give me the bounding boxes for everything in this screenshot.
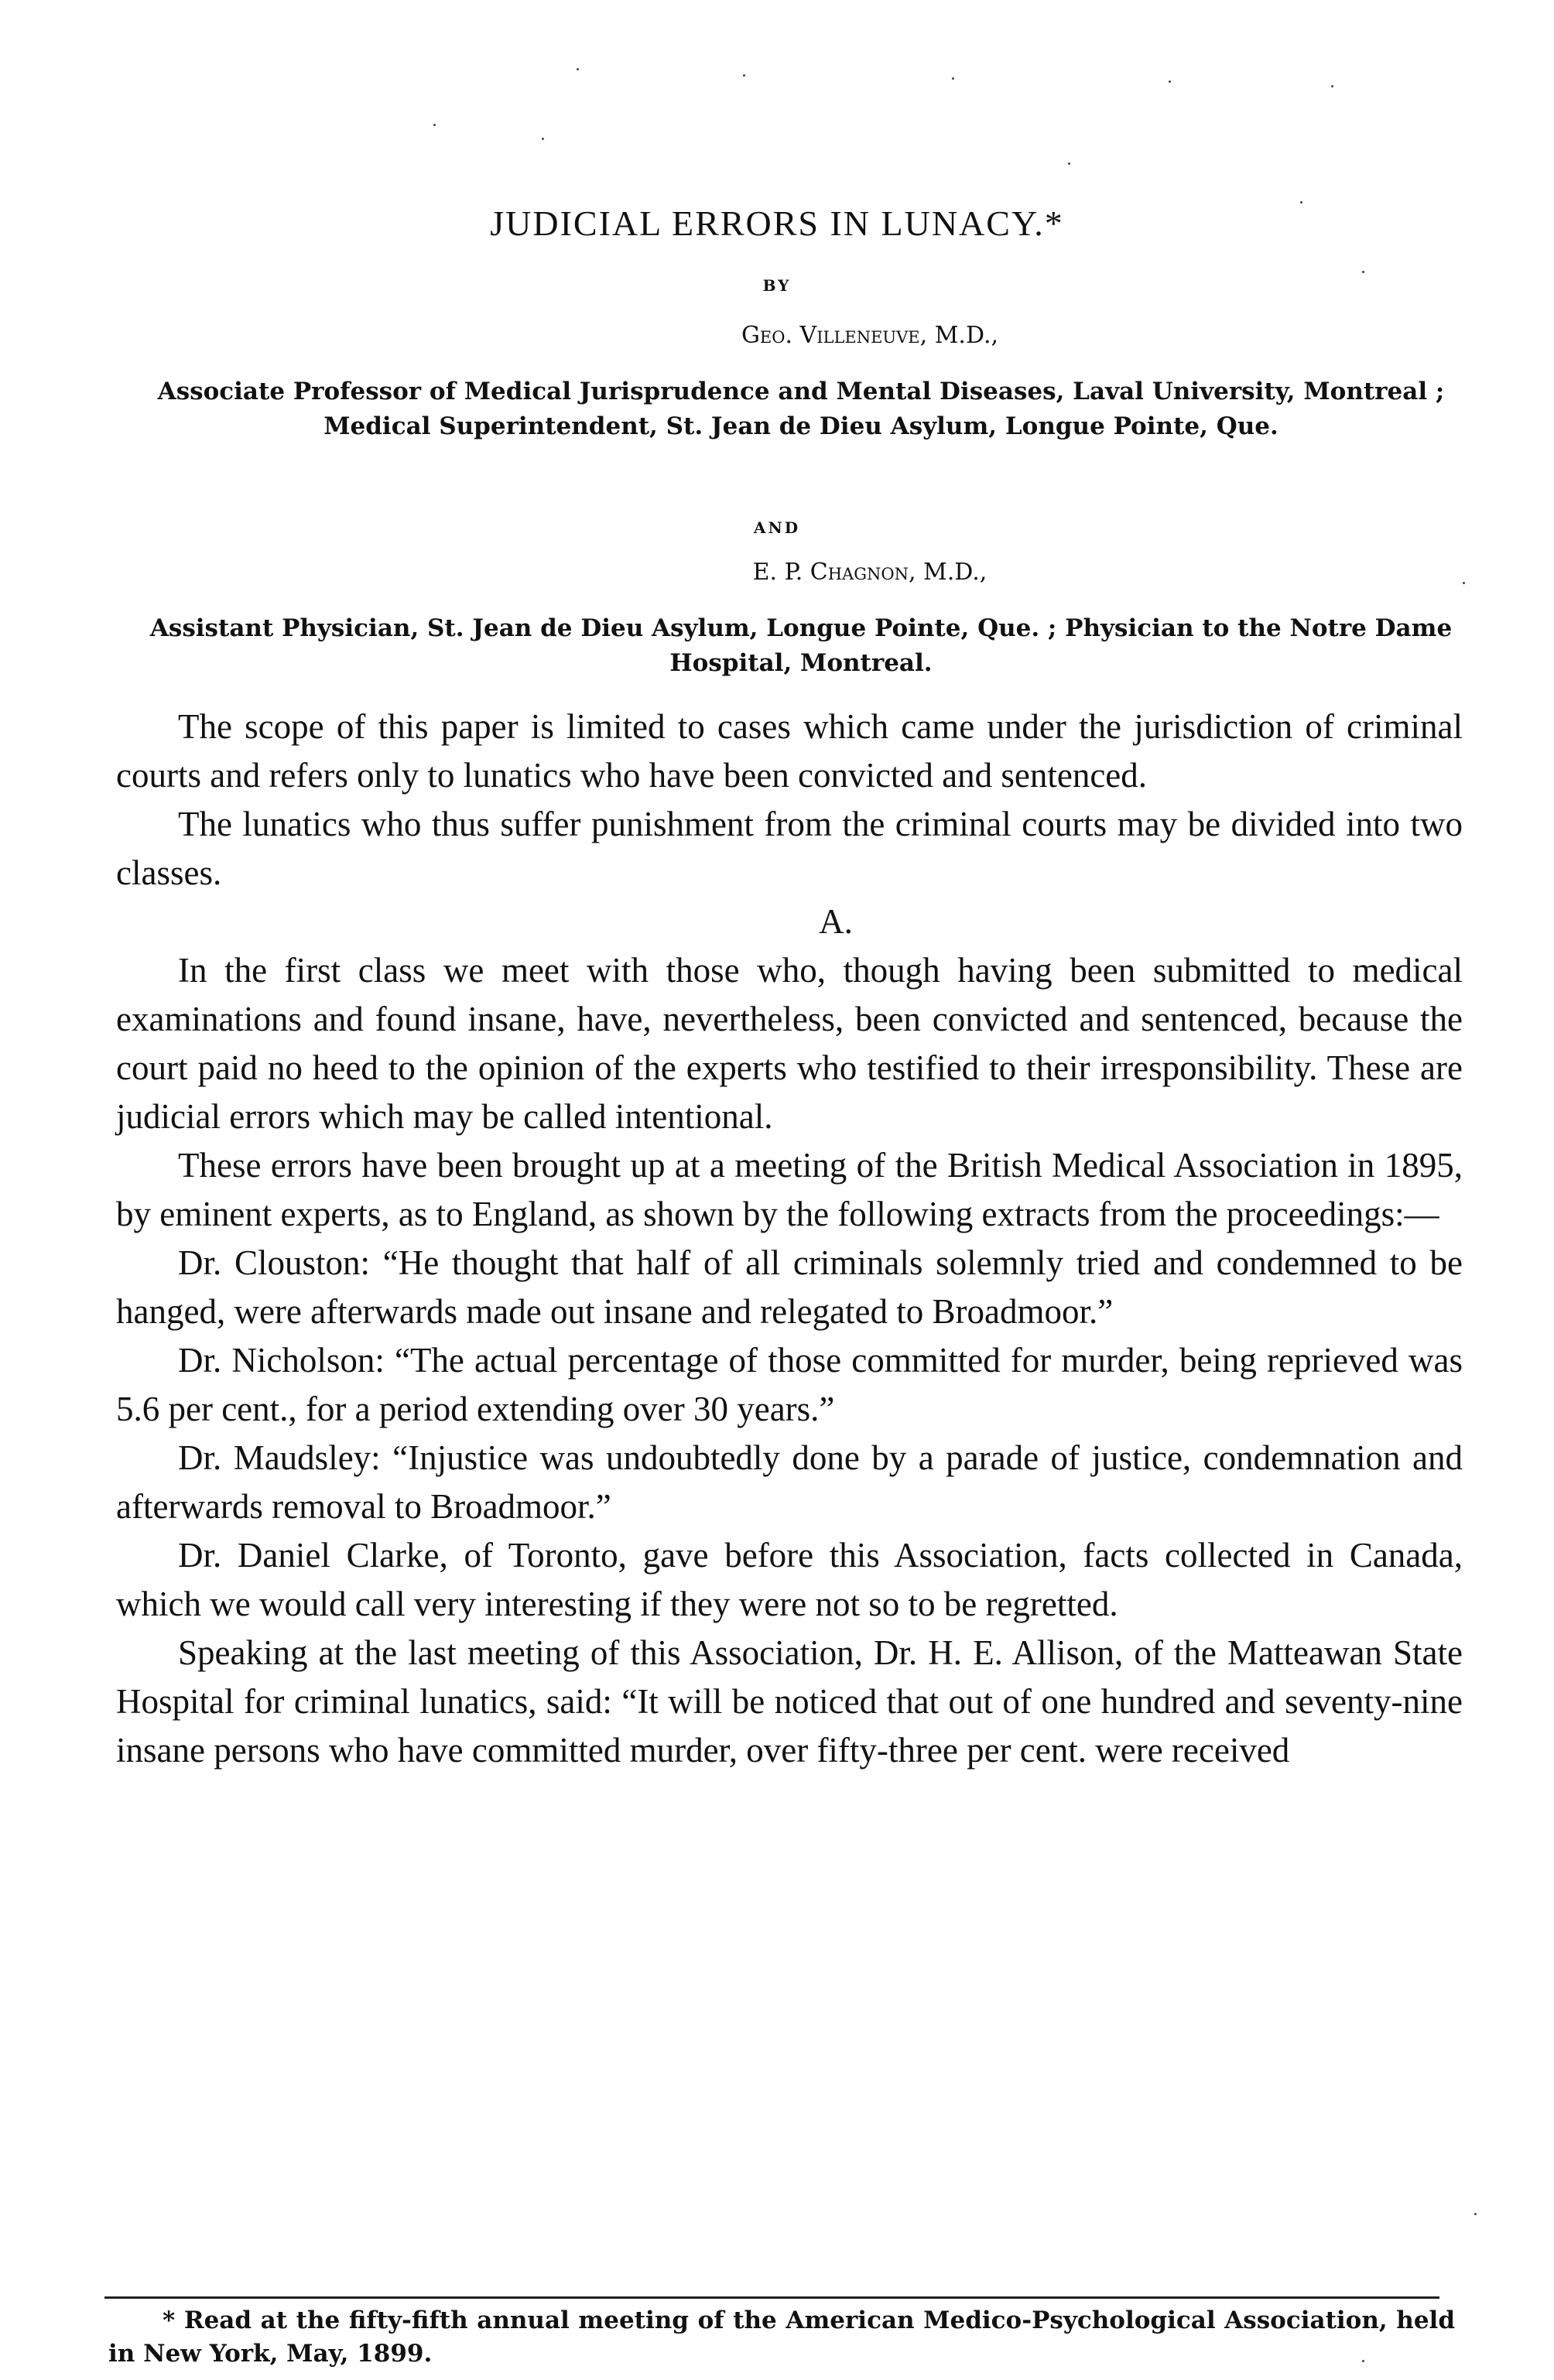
- body-paragraph: Speaking at the last meeting of this Association, Dr. H. E. Allison, of the Matteawan State Hospital for criminal lunatics, said: “It will be noticed that out of one hundred and seventy-nine insane persons who have committed murder, over fifty-three per cent. were received: [116, 1633, 1463, 1770]
- author-affiliation-secondary: Assistant Physician, St. Jean de Dieu Asylum, Longue Pointe, Que. ; Physician to the Notre Dame Hospital, Montreal.: [149, 614, 1453, 677]
- body-paragraph: Dr. Daniel Clarke, of Toronto, gave before this Association, facts collected in Canada, which we would call very interesting if they were not so to be regretted.: [116, 1536, 1463, 1623]
- body-paragraph: In the first class we meet with those who, though having been submitted to medical examinations and found insane, have, nevertheless, been convicted and sentenced, because the court paid no heed to the opinion of the experts who testified to their irresponsibility. These are judicial errors which may be called intentional.: [116, 951, 1463, 1136]
- scan-speck: [743, 74, 745, 77]
- body-paragraph: These errors have been brought up at a meeting of the British Medical Association in 1895, by eminent experts, as to England, as shown by the following extracts from the proceedings:—: [116, 1146, 1463, 1233]
- author-conjunction: AND: [753, 518, 801, 537]
- footnote-divider: [104, 2296, 1439, 2299]
- scan-speck: [1169, 80, 1171, 83]
- byline-label: BY: [762, 276, 792, 295]
- author-name-secondary: E. P. Chagnon, M.D.,: [752, 559, 988, 586]
- body-paragraph: The scope of this paper is limited to cases which came under the jurisdiction of criminal courts and refers only to lunatics who have been convicted and sentenced.: [116, 707, 1463, 795]
- body-paragraph: Dr. Maudsley: “Injustice was undoubtedly done by a parade of justice, condemnation and afterwards removal to Broadmoor.”: [116, 1438, 1463, 1526]
- scan-speck: [1474, 2213, 1477, 2215]
- scan-speck: [542, 138, 544, 140]
- scan-speck: [577, 68, 579, 70]
- article-title: JUDICIAL ERRORS IN LUNACY.*: [490, 203, 1064, 243]
- footnote: * Read at the fifty-fifth annual meeting of the American Medico-Psychological Association, held in New York, May, 1899.: [108, 2306, 1455, 2368]
- scan-speck: [952, 77, 954, 80]
- scan-speck: [433, 124, 436, 126]
- body-paragraph: Dr. Clouston: “He thought that half of all criminals solemnly tried and condemned to be hanged, were afterwards made out insane and relegated to Broadmoor.”: [116, 1243, 1463, 1331]
- author-name-primary: Geo. Villeneuve, M.D.,: [741, 322, 999, 349]
- body-paragraph: The lunatics who thus suffer punishment from the criminal courts may be divided into two classes.: [116, 805, 1463, 892]
- article-body: [116, 703, 1463, 1775]
- scan-speck: [1362, 271, 1364, 273]
- author-affiliation-primary: Associate Professor of Medical Jurisprudence and Mental Diseases, Laval University, Montreal ; Medical Superintendent, St. Jean de Dieu Asylum, Longue Pointe, Que.: [157, 378, 1445, 440]
- section-heading: A.: [819, 902, 853, 941]
- scan-speck: [1331, 85, 1333, 87]
- body-paragraph: Dr. Nicholson: “The actual percentage of those committed for murder, being reprieved was 5.6 per cent., for a period extending over 30 years.”: [116, 1341, 1463, 1428]
- scan-speck: [1068, 162, 1070, 165]
